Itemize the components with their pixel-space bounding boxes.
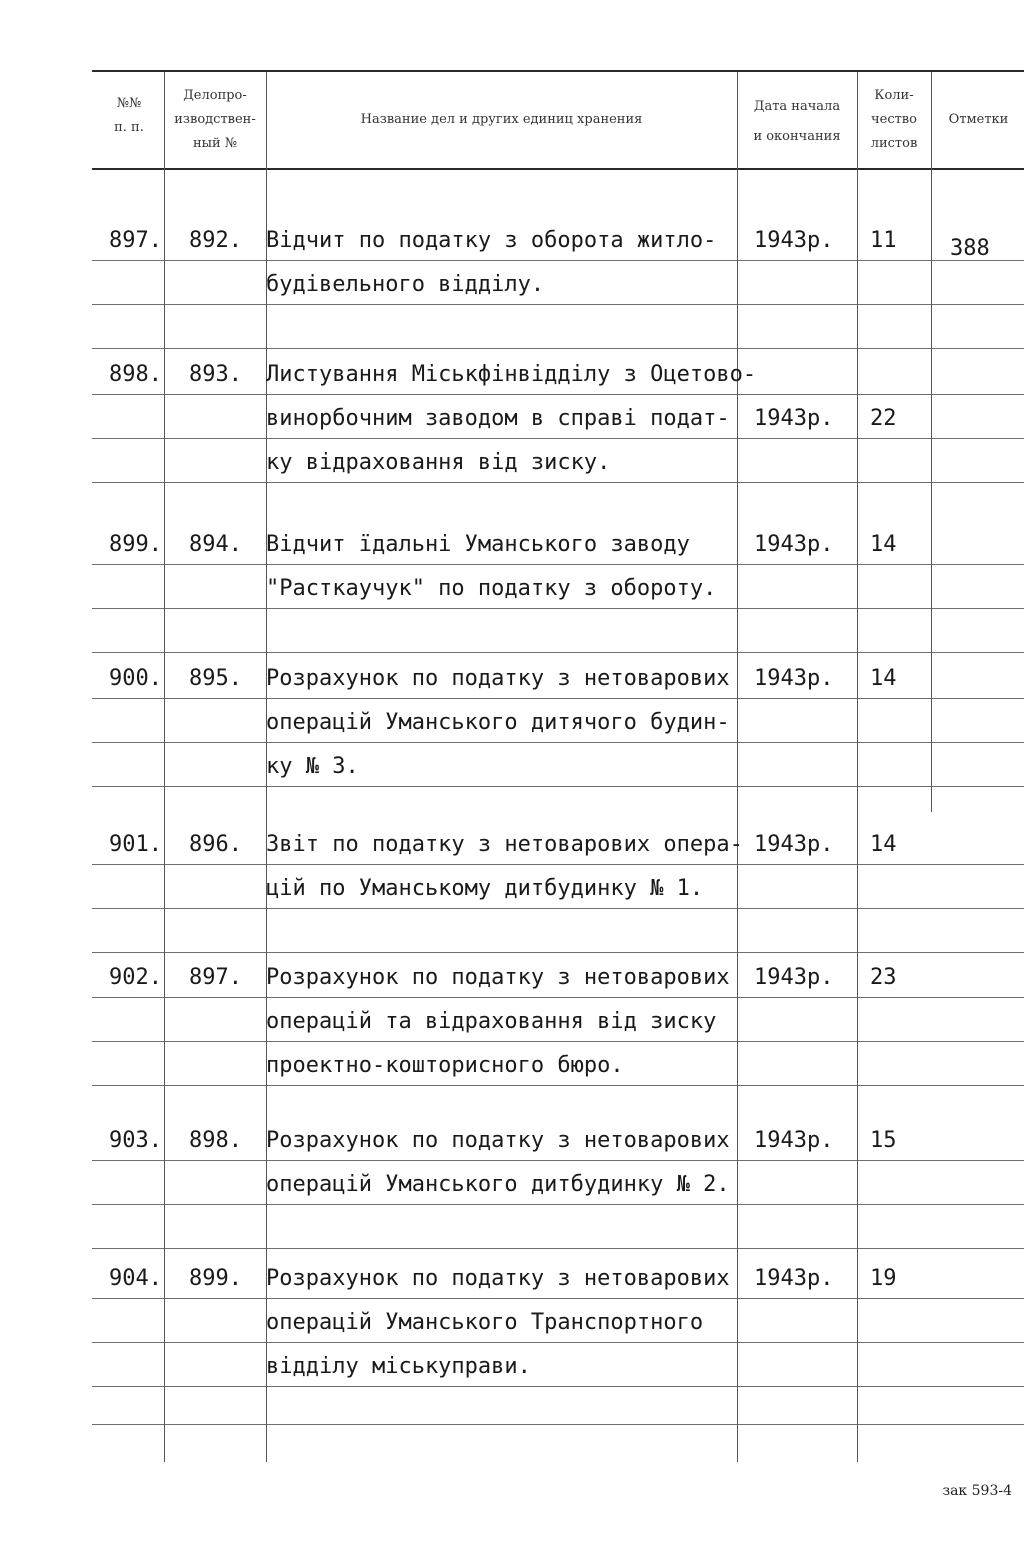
header-sheets-line1: Коли- [874,88,914,103]
header-office-no [166,84,264,156]
header-dates [739,92,855,152]
title-line: будівельного відділу. [266,272,545,297]
date-range: 1943р. [754,965,834,990]
header-sheets [859,84,929,156]
office-number: 896. [189,832,242,857]
date-range: 1943р. [754,1128,834,1153]
ruled-line [92,1424,1024,1425]
ruled-line [92,564,1024,565]
row-number: 897. [109,228,162,253]
date-range: 1943р. [754,532,834,557]
header-dates-line2: и окончания [753,129,841,144]
ruled-line [92,952,1024,953]
ruled-line [92,1085,1024,1086]
title-line: Розрахунок по податку з нетоварових [266,666,730,691]
header-no [96,92,162,140]
ruled-line [92,1248,1024,1249]
ruled-line [92,742,1024,743]
ruled-line [92,348,1024,349]
header-sheets-line3: листов [870,136,918,151]
ruled-line [92,698,1024,699]
page-footer: зак 593-4 [942,1483,1012,1499]
row-number: 902. [109,965,162,990]
ruled-line [92,394,1024,395]
office-number: 893. [189,362,242,387]
title-line: Розрахунок по податку з нетоварових [266,1266,730,1291]
top-border [92,70,1024,72]
title-line: "Расткаучук" по податку з обороту. [266,576,717,601]
ruled-line [92,908,1024,909]
header-notes: Отметки [948,112,1009,127]
sheet-count: 14 [870,666,897,691]
col-divider-4 [857,72,858,1462]
title-line: Розрахунок по податку з нетоварових [266,965,730,990]
sheet-count: 15 [870,1128,897,1153]
office-number: 892. [189,228,242,253]
header-bottom-border [92,168,1024,170]
header-no-line1: №№ [116,96,142,111]
header-office-line3: ный № [192,136,238,151]
title-line: операцій та відраховання від зиску [266,1009,717,1034]
header-no-line2: п. п. [114,120,144,135]
date-range: 1943р. [754,228,834,253]
row-number: 901. [109,832,162,857]
ruled-line [92,608,1024,609]
title-line: операцій Уманського Транспортного [266,1310,704,1335]
title-line: винорбочним заводом в справі подат- [266,406,730,431]
title-line: Розрахунок по податку з нетоварових [266,1128,730,1153]
title-line: Звіт по податку з нетоварових опера- [266,832,743,857]
ruled-line [92,260,1024,261]
row-number: 900. [109,666,162,691]
col-divider-1 [164,72,165,1462]
row-note: 388 [950,236,990,261]
title-line: Відчит по податку з оборота житло- [266,228,717,253]
sheet-count: 22 [870,406,897,431]
date-range: 1943р. [754,1266,834,1291]
title-line: операцій Уманського дитбудинку № 2. [266,1172,730,1197]
ruled-line [92,1342,1024,1343]
title-line: ку № 3. [266,754,359,779]
title-line: ку відраховання від зиску. [266,450,611,475]
header-sheets-line2: чество [871,112,917,127]
date-range: 1943р. [754,406,834,431]
col-divider-5 [931,72,932,812]
office-number: 897. [189,965,242,990]
col-divider-3 [737,72,738,1462]
ruled-line [92,997,1024,998]
ruled-line [92,864,1024,865]
header-dates-line1: Дата начала [753,99,841,114]
ruled-line [92,482,1024,483]
row-number: 904. [109,1266,162,1291]
title-line: цій по Уманському дитбудинку № 1. [266,876,704,901]
ruled-line [92,1204,1024,1205]
row-number: 899. [109,532,162,557]
sheet-count: 11 [870,228,897,253]
ruled-line [92,438,1024,439]
office-number: 895. [189,666,242,691]
title-line: Листування Міськфінвідділу з Оцетово- [266,362,757,387]
sheet-count: 14 [870,532,897,557]
row-number: 898. [109,362,162,387]
office-number: 898. [189,1128,242,1153]
title-line: Відчит їдальні Уманського заводу [266,532,690,557]
ruled-line [92,1298,1024,1299]
ruled-line [92,1386,1024,1387]
ruled-line [92,1041,1024,1042]
row-number: 903. [109,1128,162,1153]
ruled-line [92,652,1024,653]
sheet-count: 23 [870,965,897,990]
sheet-count: 19 [870,1266,897,1291]
header-office-line1: Делопро- [183,88,247,103]
date-range: 1943р. [754,832,834,857]
ruled-line [92,1160,1024,1161]
office-number: 899. [189,1266,242,1291]
date-range: 1943р. [754,666,834,691]
office-number: 894. [189,532,242,557]
ruled-line [92,304,1024,305]
title-line: відділу міськуправи. [266,1354,531,1379]
sheet-count: 14 [870,832,897,857]
header-title: Название дел и других единиц хранения [360,112,643,127]
title-line: проектно-кошторисного бюро. [266,1053,624,1078]
title-line: операцій Уманського дитячого будин- [266,710,730,735]
ruled-line [92,786,1024,787]
header-office-line2: изводствен- [174,112,256,127]
